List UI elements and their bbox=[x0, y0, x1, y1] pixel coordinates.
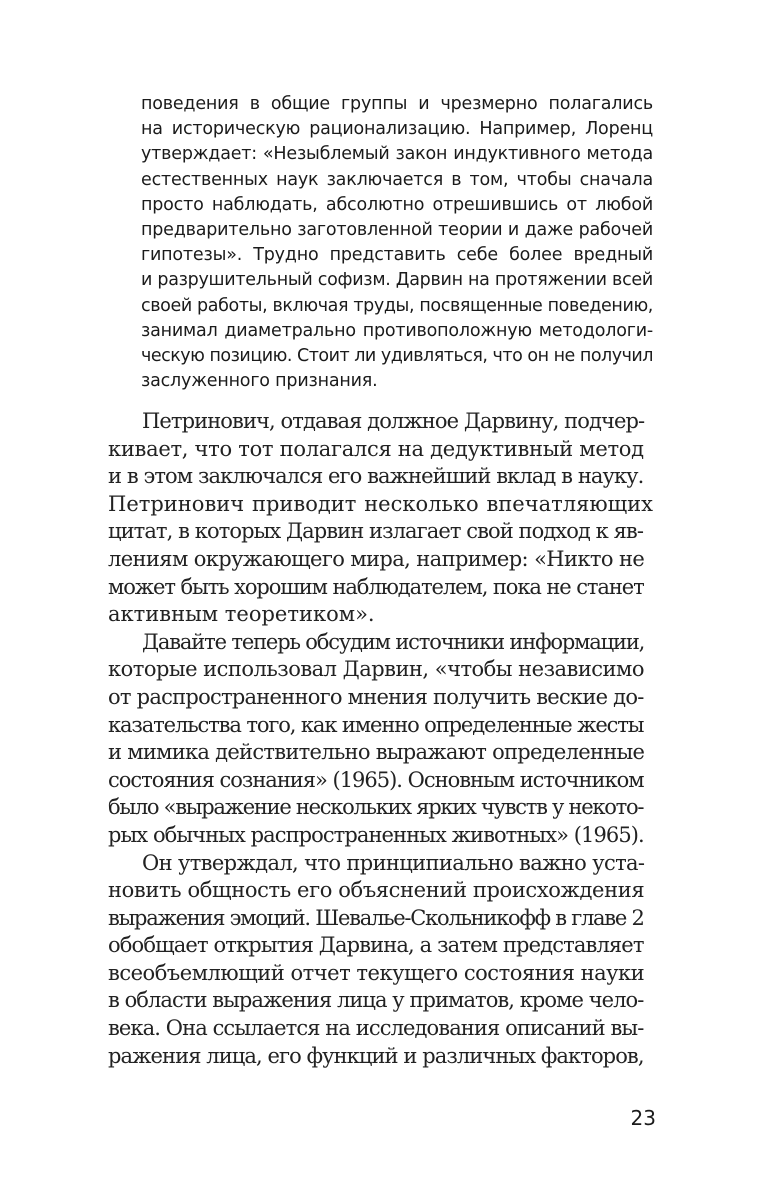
body-line: состояния сознания» (1965). Основным источником bbox=[108, 767, 644, 792]
quote-line: естественных наук заключается в том, чтобы сначала bbox=[141, 169, 653, 190]
body-line: всеобъемлющий отчет текущего состояния науки bbox=[108, 960, 645, 985]
body-line: которые использовал Дарвин, «чтобы независимо bbox=[108, 657, 644, 682]
quote-line: на историческую рационализацию. Например, Лоренц bbox=[141, 119, 653, 140]
body-line: новить общность его объяснений происхождения bbox=[108, 878, 645, 903]
paragraph-first-line: Петринович, отдавая должное Дарвину, подчер- bbox=[142, 409, 645, 433]
body-line: рых обычных распространенных животных» (1965). bbox=[108, 822, 644, 847]
body-line: в области выражения лица у приматов, кроме чело- bbox=[108, 988, 644, 1013]
body-line: от распространенного мнения получить веские до- bbox=[108, 684, 644, 709]
body-line: было «выражение нескольких ярких чувств у некото- bbox=[108, 795, 644, 820]
quote-line: ческую позицию. Стоит ли удивляться, что он не получил bbox=[141, 345, 653, 366]
quote-line: поведения в общие группы и чрезмерно полагались bbox=[141, 94, 653, 114]
page-number: 23 bbox=[630, 1106, 656, 1130]
body-line: и мимика действительно выражают определенные bbox=[108, 740, 645, 765]
quote-line: просто наблюдать, абсолютно отрешившись от любой bbox=[141, 194, 653, 215]
body-line: кивает, что тот полагался на дедуктивный метод bbox=[108, 436, 644, 461]
body-line: века. Она ссылается на исследования описаний вы- bbox=[108, 1016, 644, 1041]
quote-line: и разрушительный софизм. Дарвин на протяжении всей bbox=[141, 270, 653, 291]
body-line: может быть хорошим наблюдателем, пока не станет bbox=[108, 574, 644, 599]
block-quote bbox=[141, 92, 653, 394]
quote-line: занимал диаметрально противоположную методологи- bbox=[141, 320, 653, 341]
body-line: лениям окружающего мира, например: «Никто не bbox=[108, 546, 645, 571]
body-line: и в этом заключался его важнейший вклад в науку. bbox=[108, 464, 644, 489]
quote-line: предварительно заготовленной теории и даже рабочей bbox=[141, 219, 653, 240]
body-line: ражения лица, его функций и различных факторов, bbox=[108, 1043, 644, 1068]
quote-line: гипотезы». Трудно представить себе более вредный bbox=[141, 245, 653, 266]
quote-line: своей работы, включая труды, посвященные поведению, bbox=[141, 295, 653, 316]
quote-line: утверждает: «Незыблемый закон индуктивного метода bbox=[141, 144, 653, 165]
body-line: выражения эмоций. Шевалье-Скольникофф в главе 2 bbox=[108, 905, 644, 930]
paragraph-first-line: Давайте теперь обсудим источники информации, bbox=[142, 629, 645, 654]
body-text bbox=[108, 408, 653, 1070]
body-line: цитат, в которых Дарвин излагает свой подход к яв- bbox=[108, 519, 643, 544]
quote-line: заслуженного признания. bbox=[141, 371, 378, 392]
paragraph-first-line: Он утверждал, что принципиально важно уста- bbox=[142, 850, 645, 875]
body-line: обобщает открытия Дарвина, а затем представляет bbox=[108, 933, 644, 958]
body-line: казательства того, как именно определенные жесты bbox=[108, 712, 644, 737]
body-line: Петринович приводит несколько впечатляющих bbox=[108, 491, 653, 516]
body-line: активным теоретиком». bbox=[108, 602, 375, 627]
